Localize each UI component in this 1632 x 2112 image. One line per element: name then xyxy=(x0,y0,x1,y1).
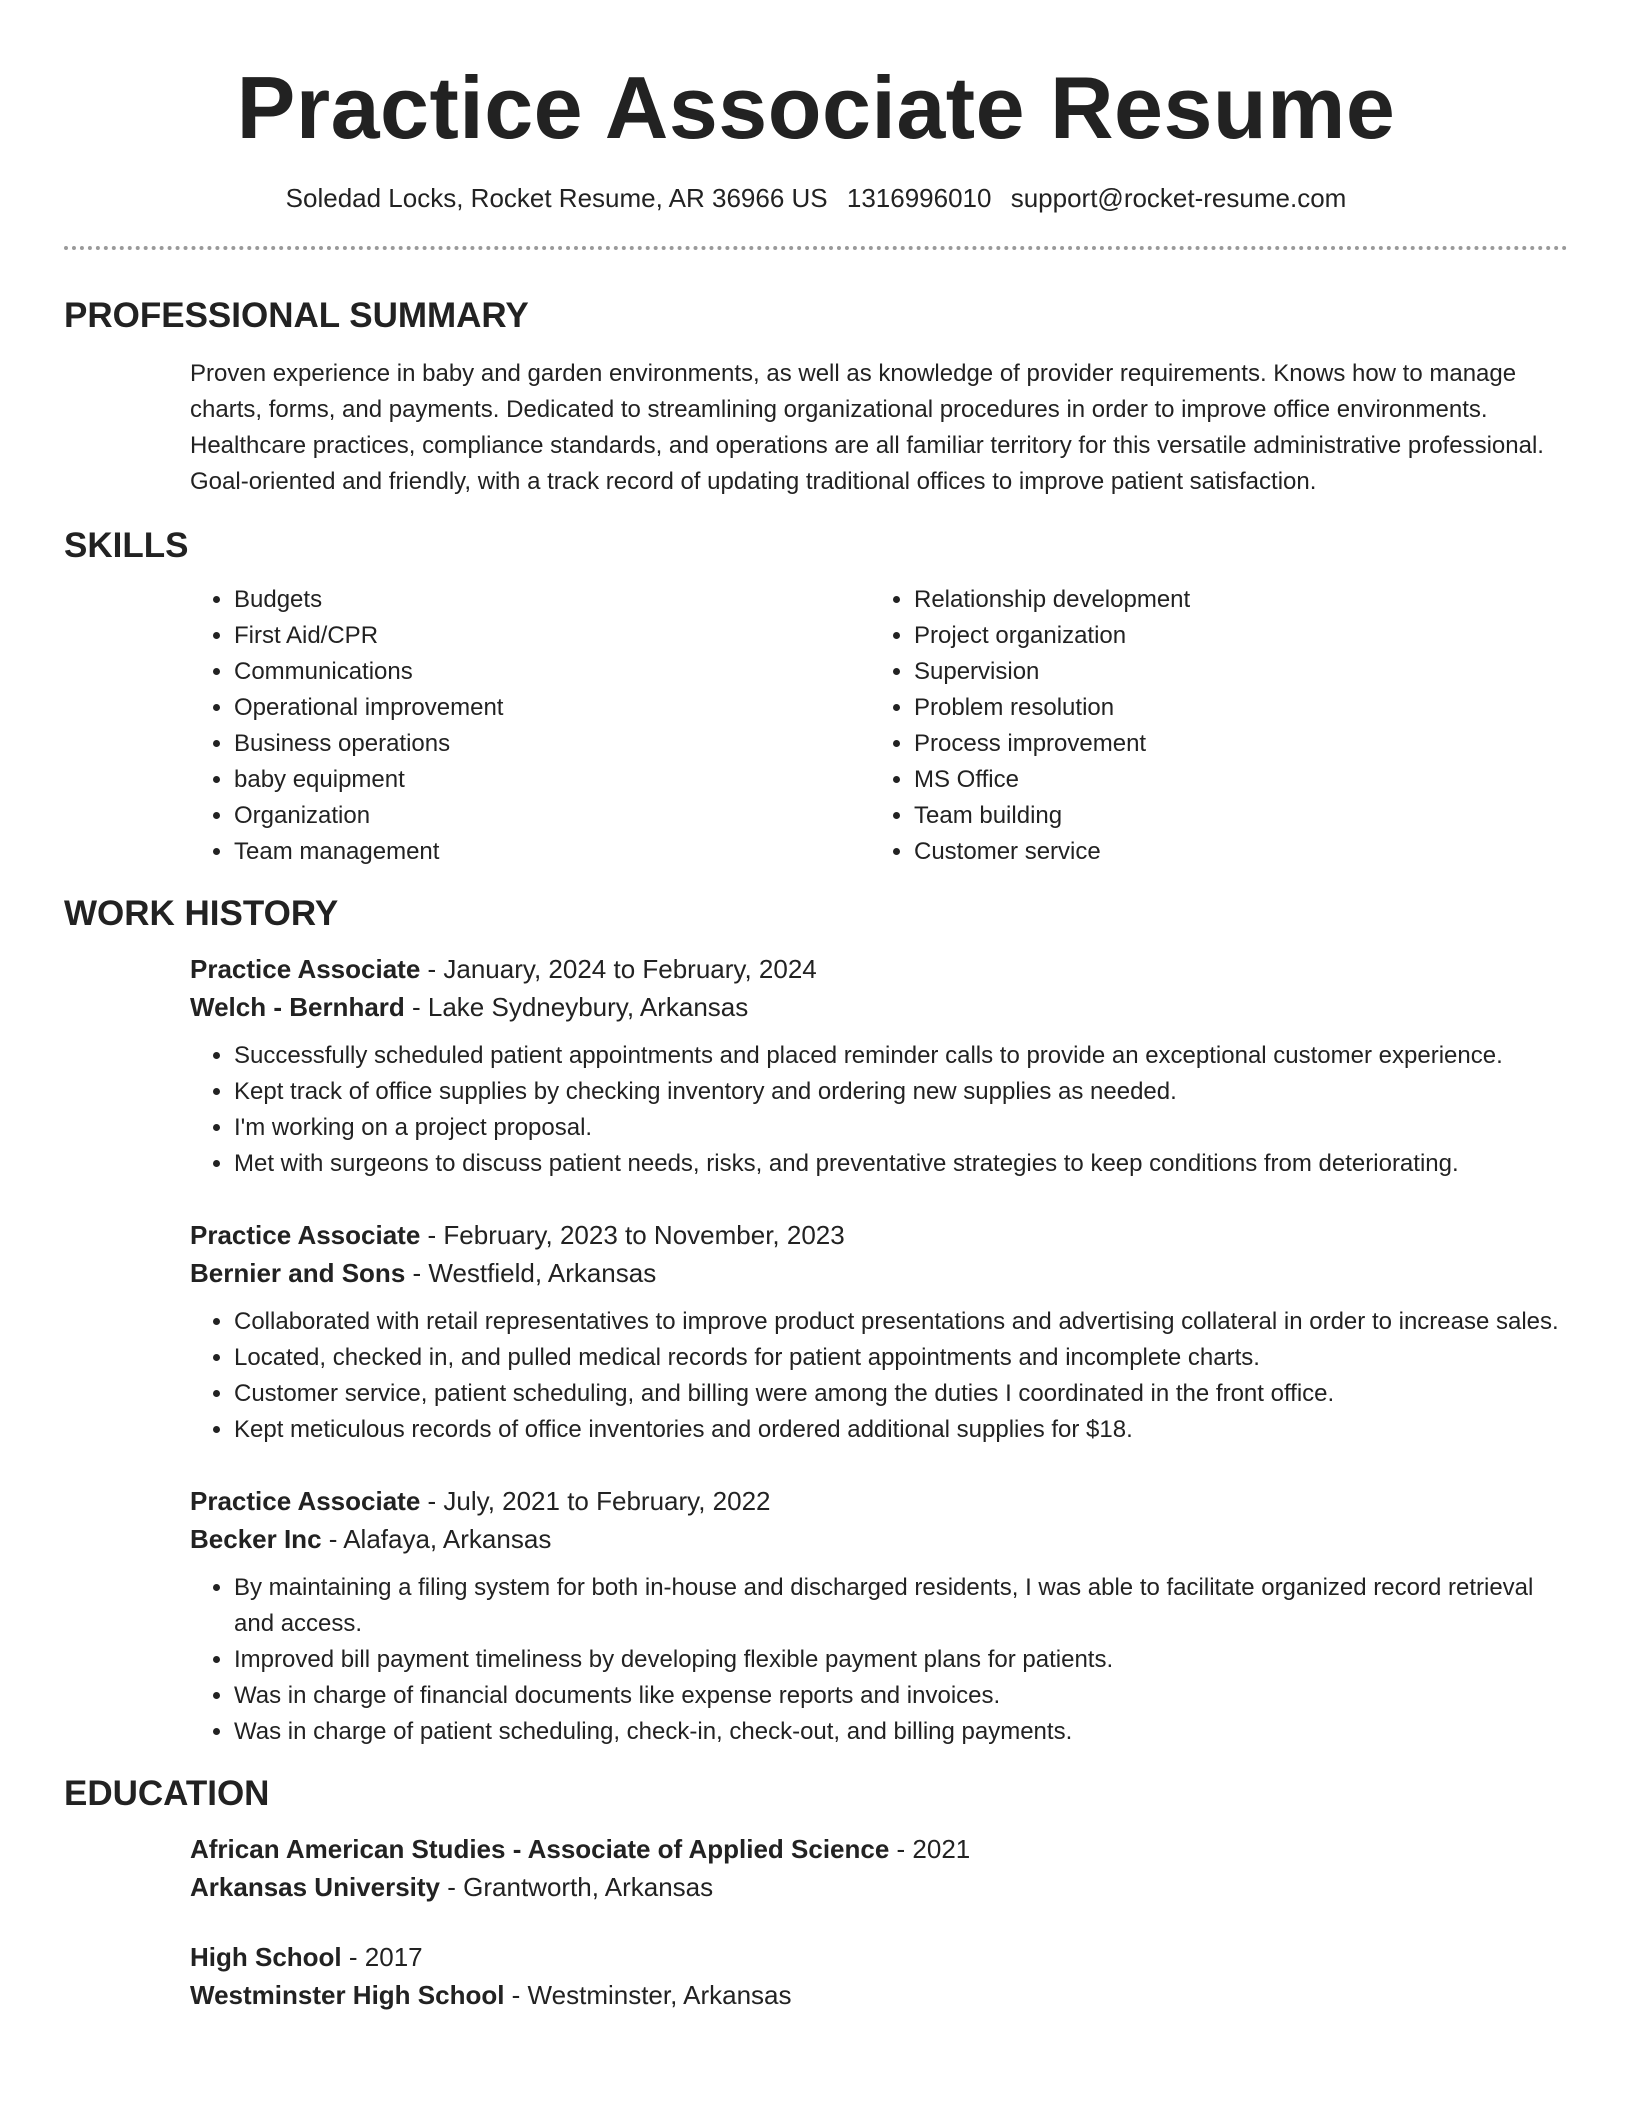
skill-item: • Operational improvement xyxy=(234,690,870,726)
skill-item: • Team building xyxy=(914,798,1554,834)
education-location: - Grantworth, Arkansas xyxy=(440,1872,714,1902)
education-entry xyxy=(190,1830,1568,1906)
work-heading: WORK HISTORY xyxy=(64,894,339,933)
contact-line xyxy=(64,180,1568,216)
job-bullet: • Met with surgeons to discuss patient needs, risks, and preventative strategies to keep conditions from deteriorating. xyxy=(234,1146,1568,1182)
education-degree: High School xyxy=(190,1942,342,1972)
summary-section xyxy=(64,294,1568,500)
skills-heading: SKILLS xyxy=(64,526,189,565)
job-bullet: • By maintaining a filing system for both in-house and discharged residents, I was able to facilitate organized record retrieval and access. xyxy=(234,1570,1568,1642)
skill-item: • MS Office xyxy=(914,762,1554,798)
skills-section xyxy=(64,524,1568,870)
job-title-line xyxy=(190,950,1568,988)
skill-item: • Communications xyxy=(234,654,870,690)
job-dates: - February, 2023 to November, 2023 xyxy=(420,1220,845,1250)
job-title-line xyxy=(190,1482,1568,1520)
job-bullet: • Kept track of office supplies by checking inventory and ordering new supplies as needed. xyxy=(234,1074,1568,1110)
education-school-line xyxy=(190,1976,1568,2014)
education-section xyxy=(64,1772,1568,2014)
job-title: Practice Associate xyxy=(190,1486,421,1516)
job-company-line xyxy=(190,1254,1568,1292)
skill-item: • Business operations xyxy=(234,726,870,762)
job-bullet: • Customer service, patient scheduling, and billing were among the duties I coordinated in the front office. xyxy=(234,1376,1568,1412)
work-section xyxy=(64,892,1568,1750)
education-heading: EDUCATION xyxy=(64,1774,270,1813)
job-dates: - July, 2021 to February, 2022 xyxy=(420,1486,771,1516)
job-bullet: • Was in charge of patient scheduling, check-in, check-out, and billing payments. xyxy=(234,1714,1568,1750)
job-title: Practice Associate xyxy=(190,1220,421,1250)
resume-page xyxy=(64,0,1568,2014)
job-title: Practice Associate xyxy=(190,954,421,984)
job-bullets xyxy=(190,1570,1568,1750)
job-location: - Westfield, Arkansas xyxy=(405,1258,657,1288)
education-year: - 2021 xyxy=(889,1834,971,1864)
job-bullet: • Was in charge of financial documents like expense reports and invoices. xyxy=(234,1678,1568,1714)
job-company: Welch - Bernhard xyxy=(190,992,405,1022)
job-company-line xyxy=(190,988,1568,1026)
skill-item: • Project organization xyxy=(914,618,1554,654)
skill-item: • Customer service xyxy=(914,834,1554,870)
education-degree-line xyxy=(190,1938,1568,1976)
contact-email: support@rocket-resume.com xyxy=(1010,183,1347,213)
job-location: - Alafaya, Arkansas xyxy=(321,1524,552,1554)
education-degree-line xyxy=(190,1830,1568,1868)
contact-phone: 1316996010 xyxy=(846,183,992,213)
education-entry xyxy=(190,1938,1568,2014)
job-dates: - January, 2024 to February, 2024 xyxy=(420,954,817,984)
job-bullet: • Improved bill payment timeliness by developing flexible payment plans for patients. xyxy=(234,1642,1568,1678)
skills-list-right xyxy=(870,582,1554,870)
contact-address: Soledad Locks, Rocket Resume, AR 36966 US xyxy=(285,183,828,213)
job-bullets xyxy=(190,1038,1568,1182)
education-school: Westminster High School xyxy=(190,1980,505,2010)
summary-heading: PROFESSIONAL SUMMARY xyxy=(64,296,529,335)
skill-item: • Team management xyxy=(234,834,870,870)
skill-item: • Process improvement xyxy=(914,726,1554,762)
skills-list-left xyxy=(190,582,870,870)
skills-columns xyxy=(190,582,1568,870)
job-company: Bernier and Sons xyxy=(190,1258,406,1288)
skill-item: • Supervision xyxy=(914,654,1554,690)
job-bullet: • Collaborated with retail representatives to improve product presentations and advertising collateral in order to increase sales. xyxy=(234,1304,1568,1340)
job-bullets xyxy=(190,1304,1568,1448)
education-degree: African American Studies - Associate of Applied Science xyxy=(190,1834,890,1864)
summary-text: Proven experience in baby and garden environments, as well as knowledge of provider requirements. Knows how to manage charts, forms, and payments. Dedicated to streamlining organizational procedures in order to improve office environments. Healthcare practices, compliance standards, and operations are all familiar territory for this versatile administrative professional. Goal-oriented and friendly, with a track record of updating traditional offices to improve patient satisfaction. xyxy=(190,360,1544,495)
job-bullet: • Kept meticulous records of office inventories and ordered additional supplies for $18. xyxy=(234,1412,1568,1448)
job-location: - Lake Sydneybury, Arkansas xyxy=(404,992,749,1022)
job-bullet: • Located, checked in, and pulled medical records for patient appointments and incomplete charts. xyxy=(234,1340,1568,1376)
job-company-line xyxy=(190,1520,1568,1558)
skill-item: • Organization xyxy=(234,798,870,834)
skill-item: • Budgets xyxy=(234,582,870,618)
job-bullet: • Successfully scheduled patient appointments and placed reminder calls to provide an exceptional customer experience. xyxy=(234,1038,1568,1074)
job-title-line xyxy=(190,1216,1568,1254)
job-bullet: • I'm working on a project proposal. xyxy=(234,1110,1568,1146)
job-entry xyxy=(190,950,1568,1182)
job-company: Becker Inc xyxy=(190,1524,322,1554)
education-school-line xyxy=(190,1868,1568,1906)
skill-item: • baby equipment xyxy=(234,762,870,798)
skill-item: • First Aid/CPR xyxy=(234,618,870,654)
job-entry xyxy=(190,1482,1568,1750)
education-school: Arkansas University xyxy=(190,1872,441,1902)
job-entry xyxy=(190,1216,1568,1448)
skill-item: • Relationship development xyxy=(914,582,1554,618)
page-title: Practice Associate Resume xyxy=(236,58,1396,157)
education-year: - 2017 xyxy=(341,1942,423,1972)
skill-item: • Problem resolution xyxy=(914,690,1554,726)
education-location: - Westminster, Arkansas xyxy=(504,1980,792,2010)
header-divider xyxy=(64,246,1568,250)
